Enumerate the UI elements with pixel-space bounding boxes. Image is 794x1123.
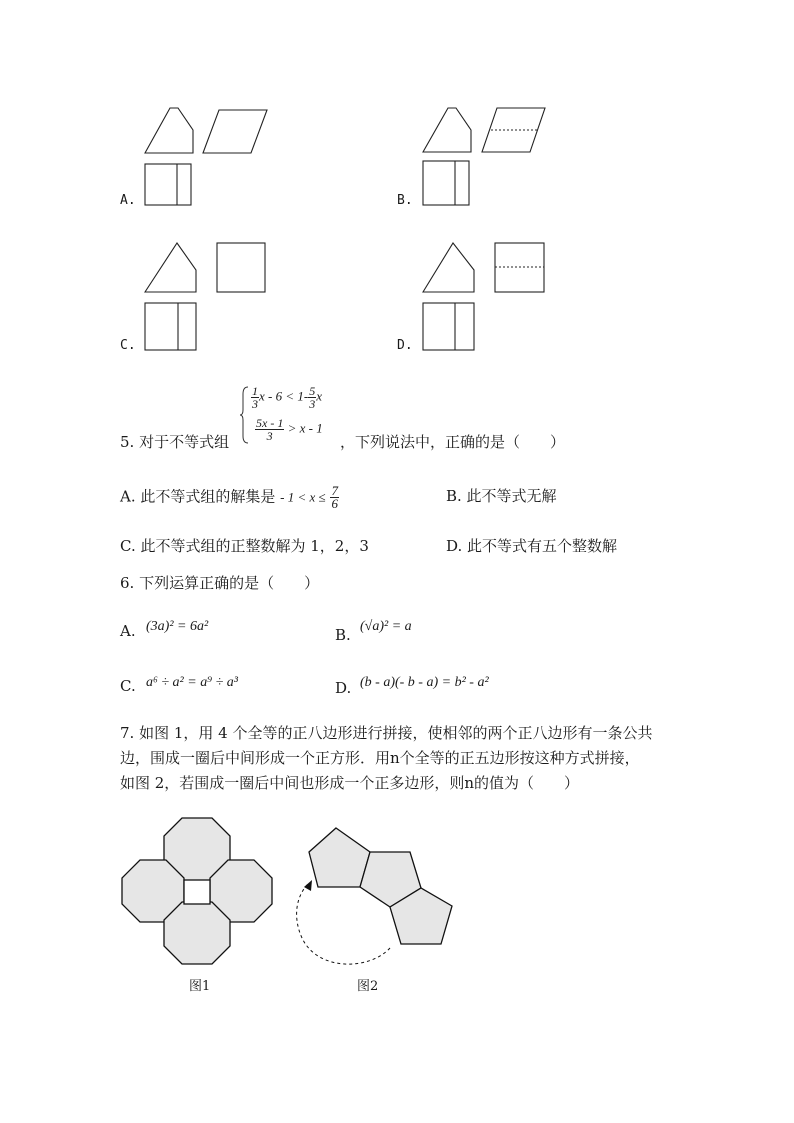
option-d-label[interactable]: D. xyxy=(397,338,413,353)
q5-frac2-num: 5 xyxy=(309,384,316,398)
q5-option-d[interactable]: D. 此不等式有五个整数解 xyxy=(446,537,618,555)
q6-option-d-label[interactable]: D. xyxy=(335,679,352,697)
q5-ineq1-left: x - 6 < 1- xyxy=(259,388,309,404)
q5-option-a-frac-num: 7 xyxy=(331,483,338,498)
q5-option-a-frac-den: 6 xyxy=(331,496,338,511)
q6-stem: 6. 下列运算正确的是（ ） xyxy=(120,574,320,592)
q6-option-b-math: (√a)² = a xyxy=(360,619,412,634)
q6-option-c-label[interactable]: C. xyxy=(120,677,136,695)
q5-option-a-math: - 1 < x ≤ xyxy=(280,489,326,505)
q5-ineq2-num: 5x - 1 xyxy=(256,416,284,430)
q5-prefix: 5. 对于不等式组 xyxy=(120,433,230,451)
q7-line-2: 边，围成一圈后中间形成一个正方形．用n个全等的正五边形按这种方式拼接， xyxy=(120,749,640,767)
option-c-label[interactable]: C. xyxy=(120,338,136,353)
figure-1-caption: 图1 xyxy=(189,979,211,994)
option-b-label[interactable]: B. xyxy=(397,193,413,208)
q6-option-d-math: (b - a)(- b - a) = b² - a² xyxy=(360,675,489,690)
q6-option-a-label[interactable]: A. xyxy=(120,622,136,640)
q5-frac1-den: 3 xyxy=(252,397,258,411)
q7-line-3: 如图 2，若围成一圈后中间也形成一个正多边形，则n的值为（ ） xyxy=(120,774,579,792)
figure-2-caption: 图2 xyxy=(357,979,379,994)
q6-option-c-math: a⁶ ÷ a² = a⁹ ÷ a³ xyxy=(146,675,238,690)
q6-option-b-label[interactable]: B. xyxy=(335,626,351,644)
q5-frac2-den: 3 xyxy=(309,397,316,411)
q5-ineq2-den: 3 xyxy=(266,429,273,443)
q5-option-c[interactable]: C. 此不等式组的正整数解为 1，2，3 xyxy=(120,537,369,555)
q5-ineq2-right: > x - 1 xyxy=(287,420,323,436)
pentagon-1 xyxy=(309,828,370,887)
q5-option-b[interactable]: B. 此不等式无解 xyxy=(446,487,557,505)
q5-frac1-num: 1 xyxy=(252,384,258,398)
q7-line-1: 7. 如图 1，用 4 个全等的正八边形进行拼接，使相邻的两个正八边形有一条公共 xyxy=(120,724,653,742)
option-a-label[interactable]: A. xyxy=(120,193,136,208)
q5-option-a-text: A. 此不等式组的解集是 xyxy=(120,487,276,506)
q6-option-a-math: (3a)² = 6a² xyxy=(146,619,209,634)
q5-suffix: ，下列说法中，正确的是（ ） xyxy=(340,433,566,451)
q5-ineq1-right: x xyxy=(316,388,322,404)
